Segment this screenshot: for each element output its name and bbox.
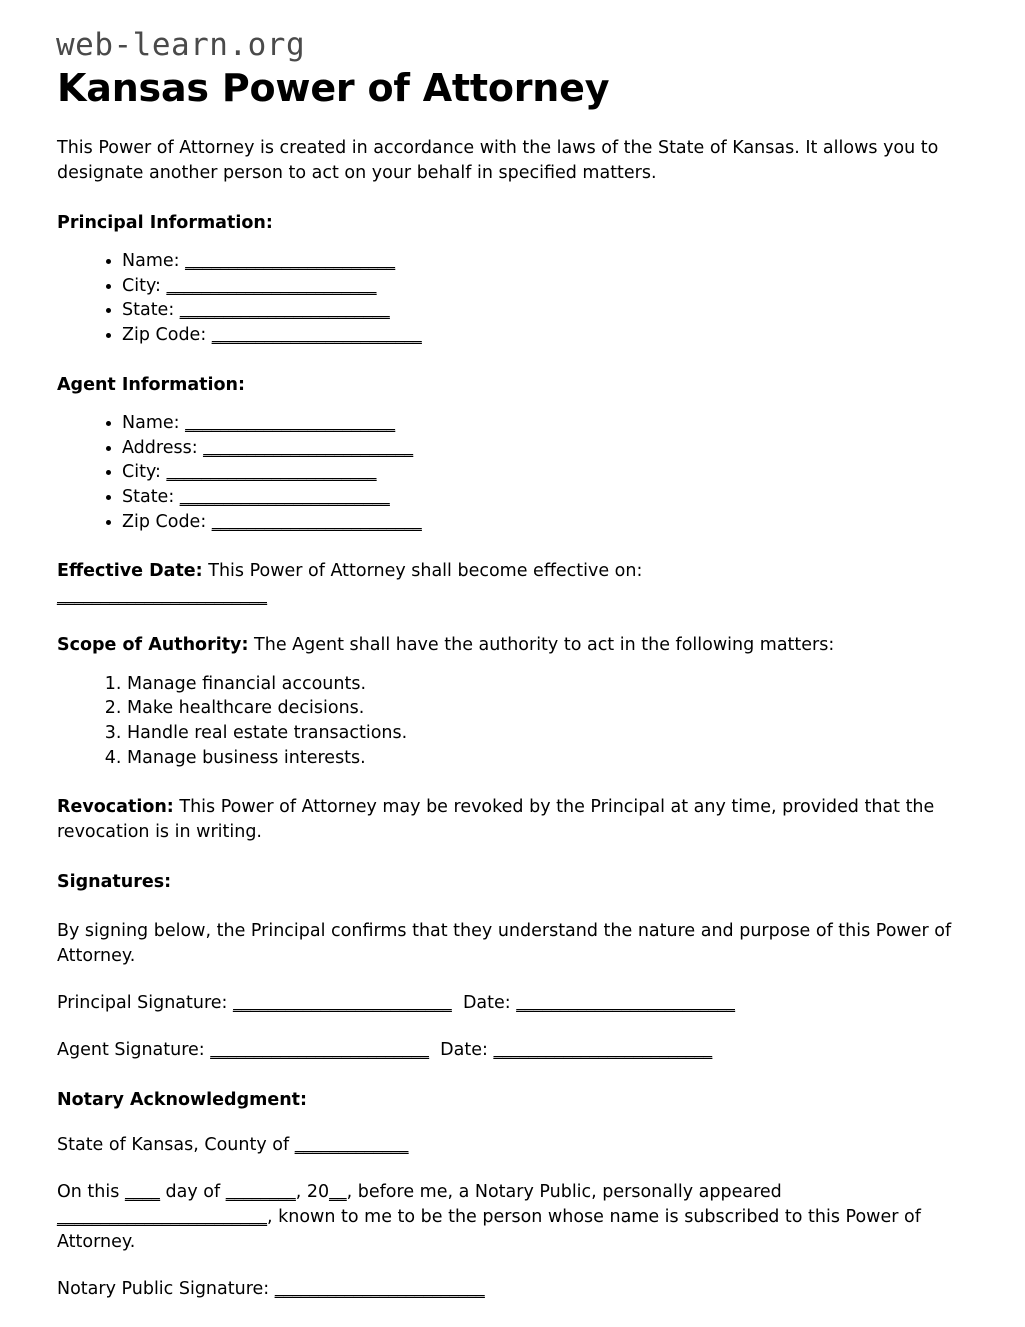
notary-acknowledgment-heading: Notary Acknowledgment: <box>57 1089 308 1110</box>
principal-signature-label: Principal Signature: <box>57 993 228 1014</box>
notary-year-prefix: , 20 <box>295 1182 330 1203</box>
agent-signature-label: Agent Signature: <box>57 1039 205 1060</box>
notary-after-year: , before me, a Notary Public, personally appeared <box>346 1182 782 1203</box>
page-title: Kansas Power of Attorney <box>57 65 610 110</box>
effective-date-text: This Power of Attorney shall become effective on: <box>208 561 643 582</box>
revocation-text: This Power of Attorney may be revoked by the Principal at any time, provided that the revocation is in writing. <box>57 796 935 842</box>
field-blank[interactable]: ________________________ <box>185 412 396 433</box>
notary-day-blank[interactable]: ____ <box>124 1182 160 1203</box>
notary-statement <box>55 1180 953 1255</box>
principal-field-list <box>55 249 953 348</box>
list-item <box>122 485 953 510</box>
principal-date-blank[interactable]: _________________________ <box>516 993 735 1014</box>
notary-name-blank[interactable]: ________________________ <box>57 1207 267 1228</box>
field-blank[interactable]: ________________________ <box>179 300 390 321</box>
list-item <box>122 249 953 274</box>
scope-paragraph <box>55 633 953 658</box>
notary-month-blank[interactable]: ________ <box>225 1182 296 1203</box>
principal-signature-line <box>55 991 953 1016</box>
scope-text: The Agent shall have the authority to act in the following matters: <box>254 634 835 655</box>
effective-date-paragraph <box>55 559 953 609</box>
field-label: Name: <box>122 412 180 433</box>
list-item <box>122 411 953 436</box>
field-blank[interactable]: ________________________ <box>166 275 377 296</box>
signature-statement: By signing below, the Principal confirms that they understand the nature and purpose of this Power of Attorney. <box>57 921 952 967</box>
list-item <box>122 436 953 461</box>
signatures-heading: Signatures: <box>57 871 172 892</box>
field-label: Zip Code: <box>122 325 207 346</box>
principal-date-label: Date: <box>462 993 511 1014</box>
principal-information-heading: Principal Information: <box>57 212 273 233</box>
list-item <box>122 274 953 299</box>
field-label: State: <box>122 487 175 508</box>
field-blank[interactable]: ________________________ <box>211 325 422 346</box>
notary-day-of: day of <box>165 1182 221 1203</box>
list-item <box>122 510 953 535</box>
agent-signature-line <box>55 1038 953 1063</box>
list-item: 3. Handle real estate transactions. <box>127 721 953 746</box>
field-blank[interactable]: ________________________ <box>185 250 396 271</box>
notary-signature-blank[interactable]: ________________________ <box>274 1278 485 1299</box>
list-item <box>122 298 953 323</box>
notary-year-blank[interactable]: __ <box>329 1182 347 1203</box>
list-item: 2. Make healthcare decisions. <box>127 696 953 721</box>
field-label: City: <box>122 462 161 483</box>
agent-date-blank[interactable]: _________________________ <box>493 1039 713 1060</box>
scope-label: Scope of Authority: <box>57 634 249 655</box>
field-label: Address: <box>122 437 198 458</box>
list-item <box>122 460 953 485</box>
agent-field-list <box>55 411 953 535</box>
field-blank[interactable]: ________________________ <box>203 437 414 458</box>
field-blank[interactable]: ________________________ <box>166 462 377 483</box>
list-item: 4. Manage business interests. <box>127 746 953 771</box>
list-item: 1. Manage financial accounts. <box>127 672 953 697</box>
revocation-paragraph <box>55 795 953 845</box>
effective-date-label: Effective Date: <box>57 561 203 582</box>
notary-county-blank[interactable]: _____________ <box>294 1135 409 1156</box>
field-blank[interactable]: ________________________ <box>211 512 422 533</box>
notary-county-text: State of Kansas, County of <box>57 1135 290 1156</box>
field-label: City: <box>122 275 161 296</box>
effective-date-blank[interactable]: ________________________ <box>57 585 267 606</box>
intro-paragraph: This Power of Attorney is created in accordance with the laws of the State of Kansas. It allows you to designate another person to act on your behalf in specified matters. <box>57 138 939 184</box>
notary-signature-line <box>55 1277 953 1302</box>
agent-date-label: Date: <box>440 1039 488 1060</box>
notary-on-this: On this <box>57 1182 120 1203</box>
principal-signature-blank[interactable]: _________________________ <box>233 993 452 1014</box>
list-item <box>122 323 953 348</box>
scope-list <box>55 672 953 771</box>
field-label: State: <box>122 300 175 321</box>
agent-information-heading: Agent Information: <box>57 375 245 396</box>
notary-county-line <box>55 1133 953 1158</box>
site-watermark: web-learn.org <box>56 27 306 63</box>
agent-signature-blank[interactable]: _________________________ <box>210 1039 430 1060</box>
notary-signature-label: Notary Public Signature: <box>57 1278 270 1299</box>
revocation-label: Revocation: <box>57 796 174 817</box>
field-blank[interactable]: ________________________ <box>179 487 390 508</box>
field-label: Name: <box>122 250 180 271</box>
notary-tail-text: , known to me to be the person whose name is subscribed to this Power of Attorney. <box>57 1207 921 1253</box>
field-label: Zip Code: <box>122 512 207 533</box>
